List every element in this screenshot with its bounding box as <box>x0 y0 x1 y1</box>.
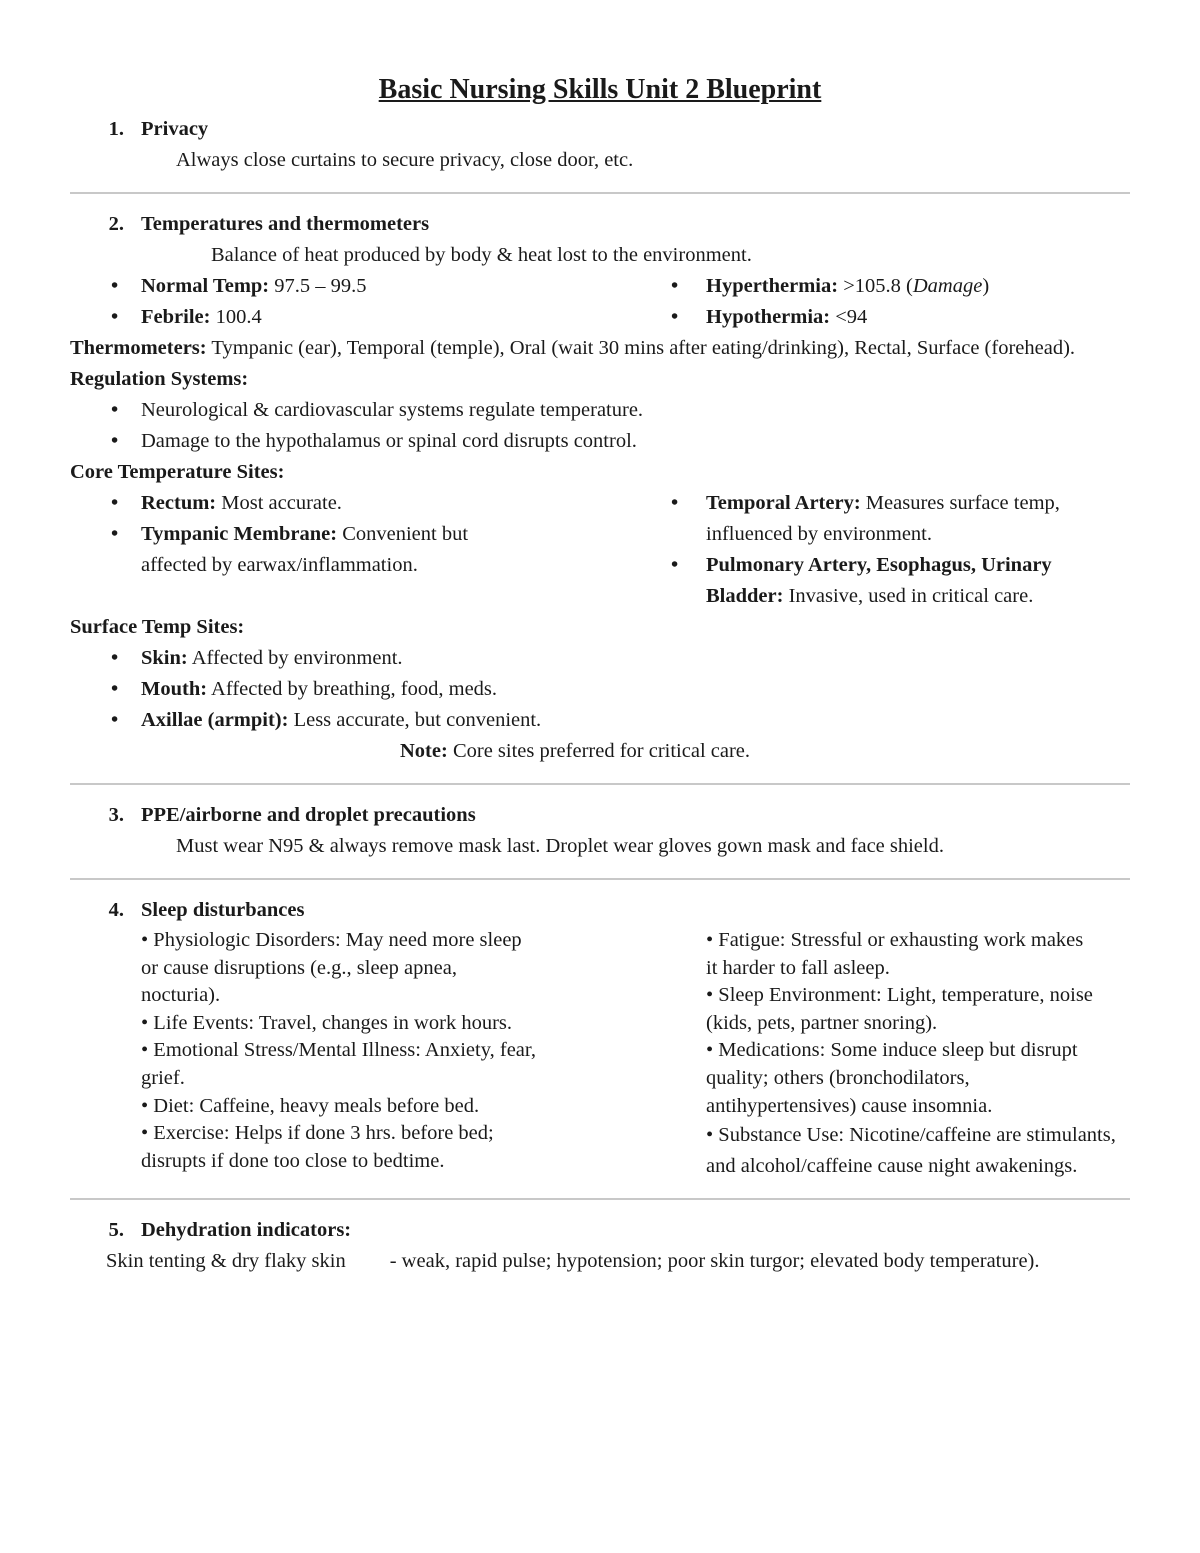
site-label: Axillae (armpit): <box>141 709 289 731</box>
regulation-list <box>70 395 1130 457</box>
section-title: Sleep disturbances <box>141 899 305 921</box>
list-item <box>635 488 1126 550</box>
thermometers-label: Thermometers: <box>70 337 207 359</box>
site-label: Rectum: <box>141 492 217 514</box>
normal-temp-value: 97.5 – 99.5 <box>269 275 367 297</box>
list-item: • Sleep Environment: Light, temperature, noise (kids, pets, partner snoring). <box>706 984 1093 1034</box>
core-sites-heading: Core Temperature Sites: <box>70 461 285 483</box>
list-item <box>70 395 1130 426</box>
bullet-icon: • <box>671 492 679 514</box>
list-item: • Emotional Stress/Mental Illness: Anxiety, fear, grief. <box>141 1039 537 1089</box>
bullet-icon: • <box>111 678 119 700</box>
temp-ranges <box>70 271 1130 333</box>
febrile-value: 100.4 <box>210 306 262 328</box>
list-item: • Diet: Caffeine, heavy meals before bed. <box>141 1094 480 1117</box>
section-number: 2. <box>108 213 124 235</box>
bullet-icon: • <box>111 430 119 452</box>
hyperthermia-note: Damage <box>912 275 983 297</box>
febrile-label: Febrile: <box>141 306 211 328</box>
bullet-icon: • <box>671 275 679 297</box>
bullet-icon: • <box>111 709 119 731</box>
list-item <box>70 705 1130 736</box>
note-line <box>70 736 1130 767</box>
list-item: • Fatigue: Stressful or exhausting work makes it harder to fall asleep. <box>706 929 1084 979</box>
bullet-icon: • <box>671 306 679 328</box>
list-item <box>635 550 1126 612</box>
list-item: • Medications: Some induce sleep but disrupt quality; others (bronchodilators, antihypertensives) cause insomnia. <box>706 1039 1078 1117</box>
list-item: • Life Events: Travel, changes in work hours. <box>141 1011 512 1034</box>
note-text: Core sites preferred for critical care. <box>447 740 751 762</box>
list-item-text: Neurological & cardiovascular systems regulate temperature. <box>141 399 644 421</box>
section-divider <box>70 192 1130 194</box>
section-ppe-heading <box>70 800 1130 831</box>
note-label: Note: <box>400 740 448 762</box>
site-label: Pulmonary Artery, Esophagus, Urinary Bladder: <box>706 554 1052 607</box>
list-item <box>635 302 1130 333</box>
privacy-text: Always close curtains to secure privacy, close door, etc. <box>176 149 634 171</box>
bullet-icon: • <box>671 554 679 576</box>
list-item <box>70 426 1130 457</box>
site-label: Tympanic Membrane: <box>141 523 338 545</box>
section-number: 1. <box>108 118 124 140</box>
list-item <box>70 674 1130 705</box>
normal-temp-label: Normal Temp: <box>141 275 270 297</box>
site-label: Temporal Artery: <box>706 492 861 514</box>
list-item: • Exercise: Helps if done 3 hrs. before bed; disrupts if done too close to bedtime. <box>141 1122 494 1172</box>
hypothermia-label: Hypothermia: <box>706 306 831 328</box>
hyperthermia-close: ) <box>982 275 990 297</box>
site-text: Invasive, used in critical care. <box>783 585 1034 607</box>
dehydration-part1: Skin tenting & dry flaky skin <box>106 1250 346 1273</box>
site-text: Affected by breathing, food, meds. <box>207 678 498 700</box>
list-item <box>70 519 521 581</box>
list-item <box>70 302 635 333</box>
section-sleep-heading <box>70 895 1130 926</box>
hyperthermia-label: Hyperthermia: <box>706 275 839 297</box>
bullet-icon: • <box>111 306 119 328</box>
page-title: Basic Nursing Skills Unit 2 Blueprint <box>378 74 822 105</box>
bullet-icon: • <box>111 399 119 421</box>
list-item <box>70 271 635 302</box>
section-divider <box>70 783 1130 785</box>
list-item-text: Damage to the hypothalamus or spinal cord disrupts control. <box>141 430 637 452</box>
section-number: 4. <box>108 899 124 921</box>
section-privacy-heading <box>70 114 1130 145</box>
section-number: 3. <box>108 804 124 826</box>
list-item: • Physiologic Disorders: May need more sleep or cause disruptions (e.g., sleep apnea, nocturia). <box>141 929 522 1007</box>
temps-intro: Balance of heat produced by body & heat lost to the environment. <box>211 244 752 266</box>
regulation-heading: Regulation Systems: <box>70 368 249 390</box>
ppe-text: Must wear N95 & always remove mask last. Droplet wear gloves gown mask and face shield. <box>176 835 944 857</box>
dehydration-text <box>70 1246 1130 1277</box>
section-title: Temperatures and thermometers <box>141 213 430 235</box>
list-item <box>70 643 1130 674</box>
site-text: Measures surface temp, influenced by environment. <box>706 492 1060 545</box>
site-label: Skin: <box>141 647 188 669</box>
site-label: Mouth: <box>141 678 208 700</box>
section-divider <box>70 878 1130 880</box>
bullet-icon: • <box>111 523 119 545</box>
dehydration-part2: - weak, rapid pulse; hypotension; poor skin turgor; elevated body temperature). <box>389 1250 1040 1273</box>
bullet-icon: • <box>111 492 119 514</box>
surface-sites-list <box>70 643 1130 736</box>
section-title: Privacy <box>141 118 209 140</box>
hypothermia-value: <94 <box>830 306 868 328</box>
site-text: Less accurate, but convenient. <box>288 709 542 731</box>
bullet-icon: • <box>111 647 119 669</box>
section-title: Dehydration indicators: <box>141 1219 352 1242</box>
list-item: • Substance Use: Nicotine/caffeine are stimulants, and alcohol/caffeine cause night awakenings. <box>706 1124 1116 1178</box>
section-title: PPE/airborne and droplet precautions <box>141 804 476 826</box>
bullet-icon: • <box>111 275 119 297</box>
section-divider <box>70 1198 1130 1200</box>
thermometers-paragraph <box>70 333 1130 364</box>
hyperthermia-value: >105.8 ( <box>838 275 913 297</box>
section-number: 5. <box>108 1219 124 1242</box>
site-text: Convenient but affected by earwax/inflammation. <box>141 523 469 576</box>
sleep-columns <box>70 927 1130 1182</box>
surface-sites-heading: Surface Temp Sites: <box>70 616 245 638</box>
core-sites <box>70 488 1130 612</box>
section-dehydration-heading <box>70 1215 1130 1246</box>
site-text: Most accurate. <box>216 492 342 514</box>
site-text: Affected by environment. <box>187 647 403 669</box>
list-item <box>635 271 1130 302</box>
list-item <box>70 488 635 519</box>
section-temps-heading <box>70 209 1130 240</box>
thermometers-text: Tympanic (ear), Temporal (temple), Oral (wait 30 mins after eating/drinking), Rectal, Surface (forehead). <box>206 337 1076 359</box>
document-page <box>70 68 1130 1277</box>
